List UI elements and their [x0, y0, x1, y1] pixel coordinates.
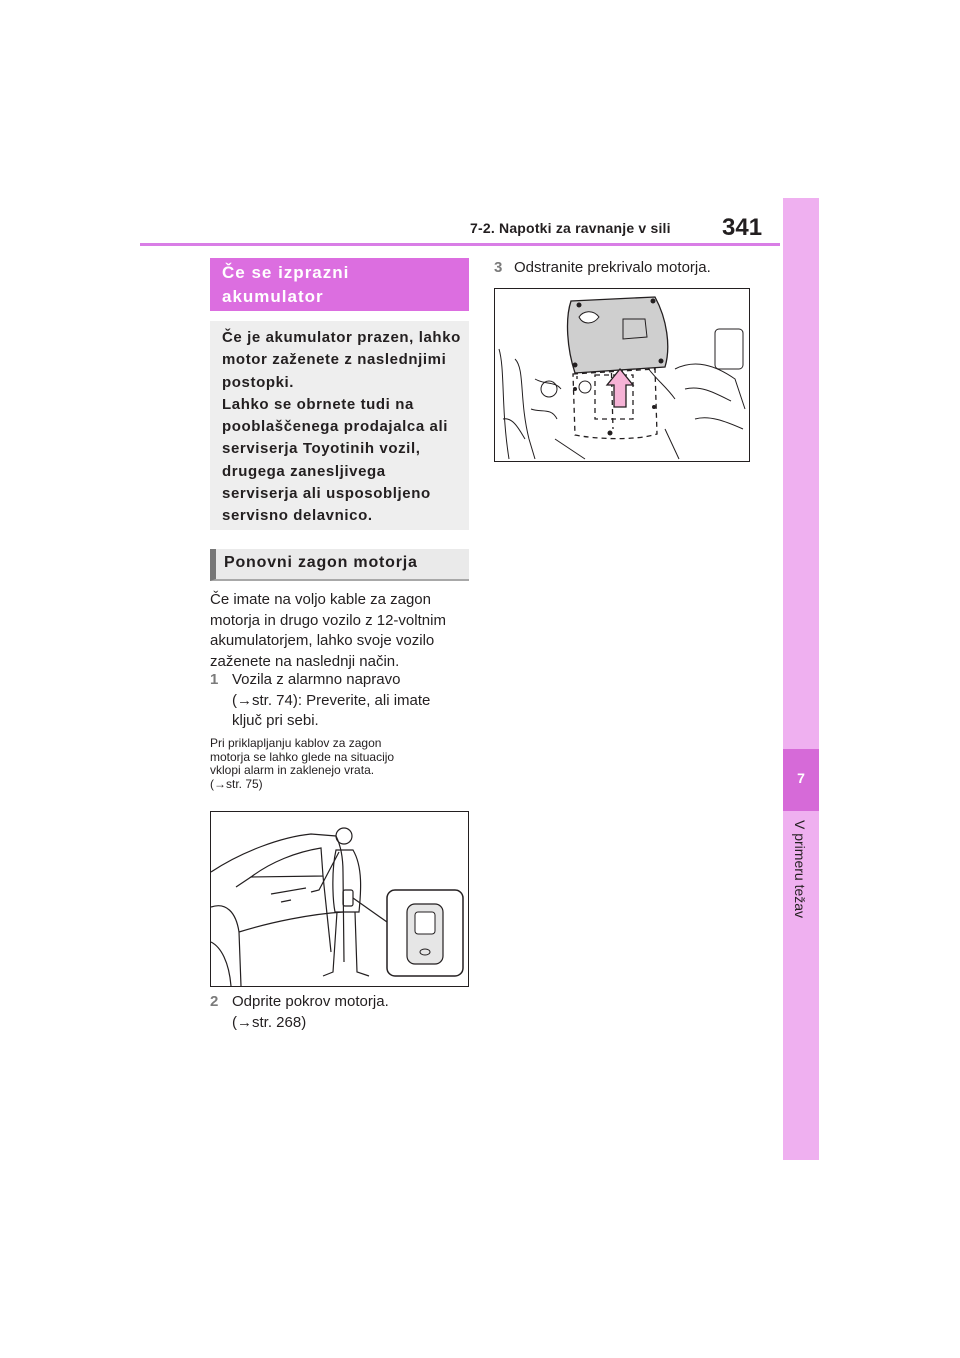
- engine-cover-illustration: [494, 288, 750, 462]
- notice-box: [210, 321, 469, 530]
- header-rule: [140, 243, 780, 246]
- step-3-number: 3: [494, 259, 503, 276]
- step-2-number: 2: [210, 993, 219, 1010]
- step-1-note: Pri priklapljanju kablov za zagon motorja se lahko glede na situacijo vklopi alarm in zaklenejo vrata. (→str. 75): [210, 736, 395, 791]
- chapter-tab-strip: [783, 198, 819, 1160]
- section-title: 7-2. Napotki za ravnanje v sili: [470, 220, 671, 236]
- restart-subheading: Ponovni zagon motorja: [224, 554, 418, 571]
- step-2-text: Odprite pokrov motorja. (→str. 268): [232, 993, 389, 1031]
- step-3-text: Odstranite prekrivalo motorja.: [514, 259, 711, 276]
- battery-heading: Če se izprazni akumulator: [222, 263, 350, 306]
- car-person-key-drawing: [211, 812, 468, 986]
- step-1-number: 1: [210, 671, 219, 688]
- chapter-label: V primeru težav: [792, 820, 808, 919]
- intro-paragraph: Če imate na voljo kable za zagon motorja in drugo vozilo z 12-voltnim akumulatorjem, lahko svoje vozilo zaženete na naslednji način.: [210, 591, 446, 670]
- chapter-number: 7: [797, 770, 805, 786]
- restart-subheading-box: [210, 549, 469, 581]
- key-illustration: [210, 811, 469, 987]
- engine-cover-drawing: [495, 289, 749, 461]
- notice-text: Če je akumulator prazen, lahko motor zaženete z naslednjimi postopki. Lahko se obrnete tudi na pooblaščenega prodajalca ali serviserja Toyotinih vozil, drugega zanesljivega serviserja ali usposobljeno servisno delavnico.: [222, 329, 461, 525]
- page-number: 341: [722, 214, 763, 241]
- battery-heading-box: [210, 258, 469, 311]
- step-1-text: Vozila z alarmno napravo (→str. 74): Preverite, ali imate ključ pri sebi.: [232, 671, 431, 729]
